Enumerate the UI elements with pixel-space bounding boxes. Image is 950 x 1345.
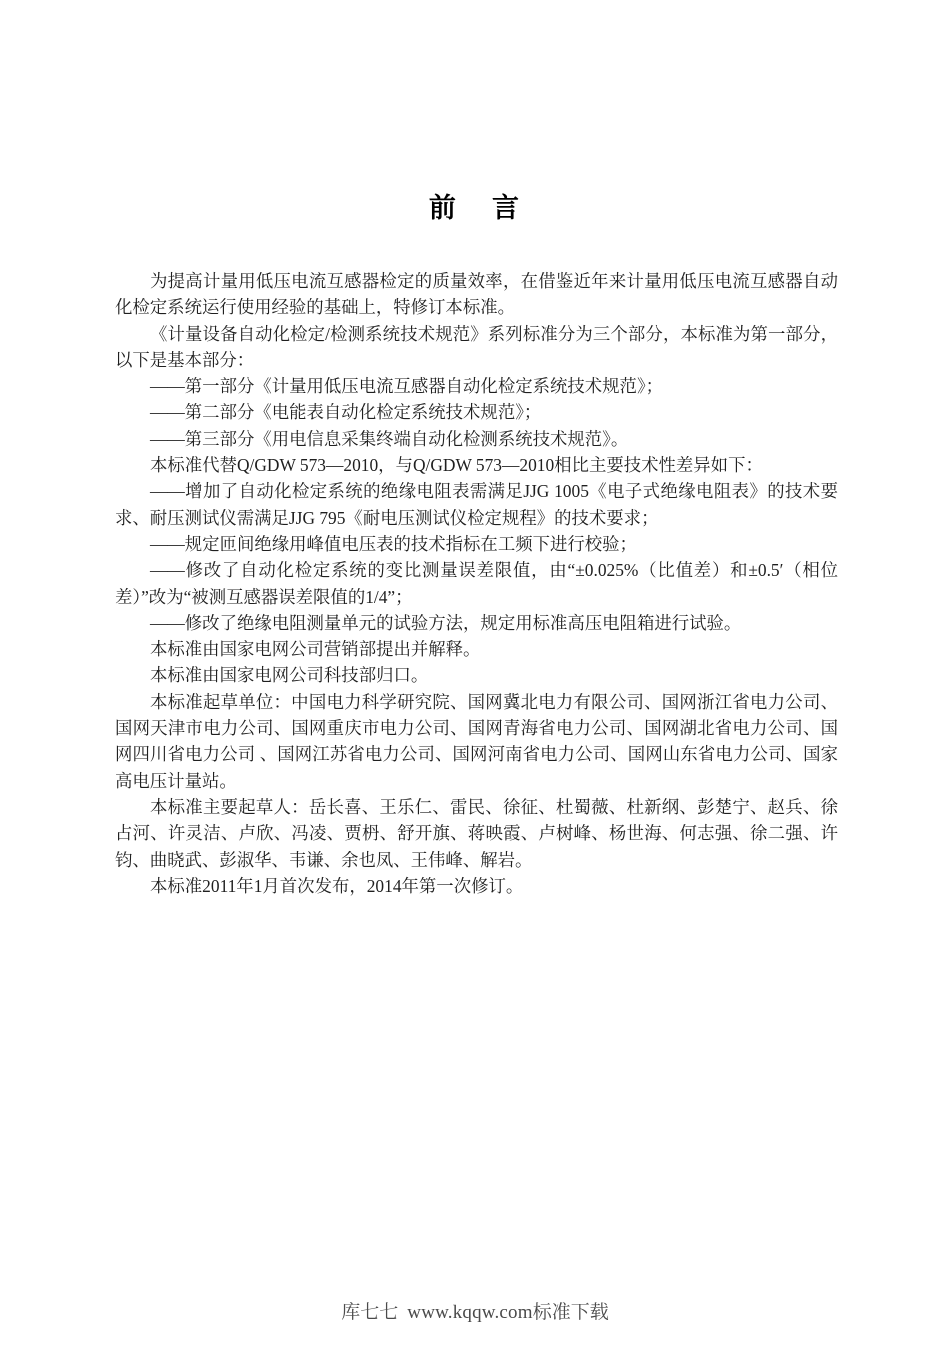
page-title-first-char: 前 [428,193,458,223]
paragraph-administered-by: 本标准由国家电网公司科技部归口。 [150,665,429,686]
footer-suffix: 标准下载 [532,1302,609,1323]
paragraph-proposed-by: 本标准由国家电网公司营销部提出并解释。 [150,639,481,660]
list-item-change-insulation-meter: ——增加了自动化检定系统的绝缘电阻表需满足JJG 1005《电子式绝缘电阻表》的技术要求、耐压测试仪需满足JJG 795《耐电压测试仪检定规程》的技术要求； [115,481,838,528]
list-item-part-two: ——第二部分《电能表自动化检定系统技术规范》； [150,402,542,423]
footer-brand: 库七七 [341,1302,399,1323]
foreword-body [115,268,838,899]
list-item-change-resistance-test: ——修改了绝缘电阻测量单元的试验方法，规定用标准高压电阻箱进行试验。 [150,612,742,633]
paragraph-main-drafters: 本标准主要起草人：岳长喜、王乐仁、雷民、徐征、杜蜀薇、杜新纲、彭楚宁、赵兵、徐占河、许灵洁、卢欣、冯凌、贾枬、舒开旗、蒋映霞、卢树峰、杨世海、何志强、徐二强、许钧、曲晓武、彭淑华、韦谦、余也凤、王伟峰、解岩。 [115,796,838,870]
footer-site-url: www.kqqw.com [407,1302,533,1323]
list-item-part-three: ——第三部分《用电信息采集终端自动化检测系统技术规范》。 [150,428,629,449]
footer-watermark [0,1297,950,1324]
page-title-second-char: 言 [492,193,522,223]
paragraph-publication-history: 本标准2011年1月首次发布，2014年第一次修订。 [150,875,524,896]
list-item-part-one: ——第一部分《计量用低压电流互感器自动化检定系统技术规范》； [150,376,664,397]
list-item-change-ratio-error: ——修改了自动化检定系统的变比测量误差限值，由“±0.025%（比值差）和±0.5′（相位差）”改为“被测互感器误差限值的1/4”； [115,560,838,607]
page-title [0,186,950,225]
paragraph-series-intro: 《计量设备自动化检定/检测系统技术规范》系列标准分为三个部分，本标准为第一部分，以下是基本部分： [115,323,838,370]
paragraph-replaces: 本标准代替Q/GDW 573—2010，与Q/GDW 573—2010相比主要技术性差异如下： [150,455,763,476]
paragraph-drafting-units: 本标准起草单位：中国电力科学研究院、国网冀北电力有限公司、国网浙江省电力公司、国网天津市电力公司、国网重庆市电力公司、国网青海省电力公司、国网湖北省电力公司、国网四川省电力公司 、国网江苏省电力公司、国网河南省电力公司、国网山东省电力公司、国家高电压计量站。 [115,691,838,791]
list-item-change-peak-voltmeter: ——规定匝间绝缘用峰值电压表的技术指标在工频下进行校验； [150,533,637,554]
paragraph-purpose: 为提高计量用低压电流互感器检定的质量效率，在借鉴近年来计量用低压电流互感器自动化检定系统运行使用经验的基础上，特修订本标准。 [115,271,838,318]
